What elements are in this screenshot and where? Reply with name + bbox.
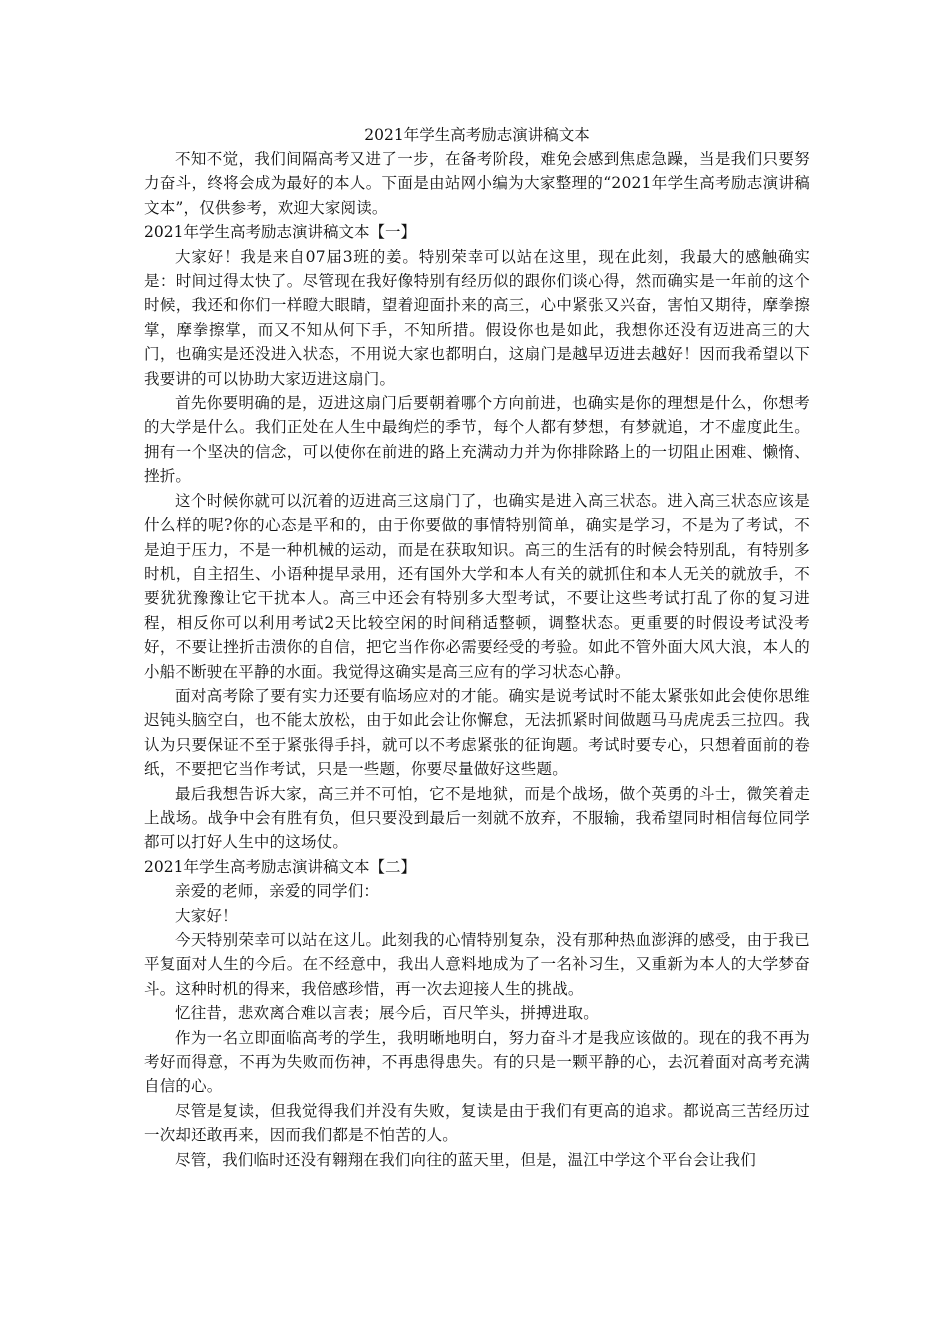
document-page (144, 123, 810, 1172)
section-heading-1: 2021年学生高考励志演讲稿文本【一】 (144, 223, 416, 242)
section2-paragraph: 尽管，我们临时还没有翱翔在我们向往的蓝天里，但是，温江中学这个平台会让我们 (175, 1150, 756, 1169)
section2-paragraph: 作为一名立即面临高考的学生，我明晰地明白，努力奋斗才是我应该做的。现在的我不再为考好而得意，不再为失败而伤神，不再患得患失。有的只是一颗平静的心，去沉着面对高考充满自信的心。 (144, 1028, 810, 1096)
section1-paragraph: 最后我想告诉大家，高三并不可怕，它不是地狱，而是个战场，做个英勇的斗士，微笑着走上战场。战争中会有胜有负，但只要没到最后一刻就不放弃，不服输，我希望同时相信每位同学都可以打好人生中的这场仗。 (144, 784, 810, 852)
section1-paragraph: 大家好！我是来自07届3班的姜。特别荣幸可以站在这里，现在此刻，我最大的感触确实是：时间过得太快了。尽管现在我好像特别有经历似的跟你们谈心得，然而确实是一年前的这个时候，我还和你们一样瞪大眼睛，望着迎面扑来的高三，心中紧张又兴奋，害怕又期待，摩拳擦掌，摩拳擦掌，而又不知从何下手，不知所措。假设你也是如此，我想你还没有迈进高三的大门，也确实是还没进入状态，不用说大家也都明白，这扇门是越早迈进去越好！因而我希望以下我要讲的可以协助大家迈进这扇门。 (144, 247, 810, 388)
section1-paragraph: 面对高考除了要有实力还要有临场应对的才能。确实是说考试时不能太紧张如此会使你思维迟钝头脑空白，也不能太放松，由于如此会让你懈怠，无法抓紧时间做题马马虎虎丢三拉四。我认为只要保证不至于紧张得手抖，就可以不考虑紧张的征询题。考试时要专心，只想着面前的卷纸，不要把它当作考试，只是一些题，你要尽量做好这些题。 (144, 686, 810, 779)
section2-paragraph: 忆往昔，悲欢离合难以言表；展今后，百尺竿头，拼搏进取。 (175, 1004, 599, 1023)
greeting-line: 亲爱的老师，亲爱的同学们： (175, 882, 380, 901)
section2-paragraph: 尽管是复读，但我觉得我们并没有失败，复读是由于我们有更高的追求。都说高三苦经历过一次却还敢再来，因而我们都是不怕苦的人。 (144, 1101, 810, 1145)
greeting-line: 大家好！ (175, 906, 238, 925)
intro-paragraph: 不知不觉，我们间隔高考又进了一步，在备考阶段，难免会感到焦虑急躁，当是我们只要努力奋斗，终将会成为最好的本人。下面是由站网小编为大家整理的“2021年学生高考励志演讲稿文本”，仅供参考，欢迎大家阅读。 (144, 150, 810, 217)
section1-paragraph: 首先你要明确的是，迈进这扇门后要朝着哪个方向前进，也确实是你的理想是什么，你想考的大学是什么。我们正处在人生中最绚烂的季节，每个人都有梦想，有梦就追，才不虚度此生。拥有一个坚决的信念，可以使你在前进的路上充满动力并为你排除路上的一切阻止困难、懒惰、挫折。 (144, 394, 810, 486)
section2-paragraph: 今天特别荣幸可以站在这儿。此刻我的心情特别复杂，没有那种热血澎湃的感受，由于我已平复面对人生的今后。在不经意中，我出人意料地成为了一名补习生，又重新为本人的大学梦奋斗。这种时机的得来，我倍感珍惜，再一次去迎接人生的挑战。 (144, 931, 810, 998)
document-title: 2021年学生高考励志演讲稿文本 (364, 126, 590, 144)
section-heading-2: 2021年学生高考励志演讲稿文本【二】 (144, 857, 416, 876)
section1-paragraph: 这个时候你就可以沉着的迈进高三这扇门了，也确实是进入高三状态。进入高三状态应该是什么样的呢?你的心态是平和的，由于你要做的事情特别简单，确实是学习，不是为了考试，不是迫于压力，不是一种机械的运动，而是在获取知识。高三的生活有的时候会特别乱，有特别多时机，自主招生、小语种提早录用，还有国外大学和本人有关的就抓住和本人无关的就放手，不要犹犹豫豫让它干扰本人。高三中还会有特别多大型考试，不要让这些考试打乱了你的复习进程，相反你可以利用考试2天比较空闲的时间稍适整顿，调整状态。更重要的时假设考试没考好，不要让挫折击溃你的自信，把它当作你必需要经受的考验。如此不管外面大风大浪，本人的小船不断驶在平静的水面。我觉得这确实是高三应有的学习状态心静。 (144, 491, 810, 681)
